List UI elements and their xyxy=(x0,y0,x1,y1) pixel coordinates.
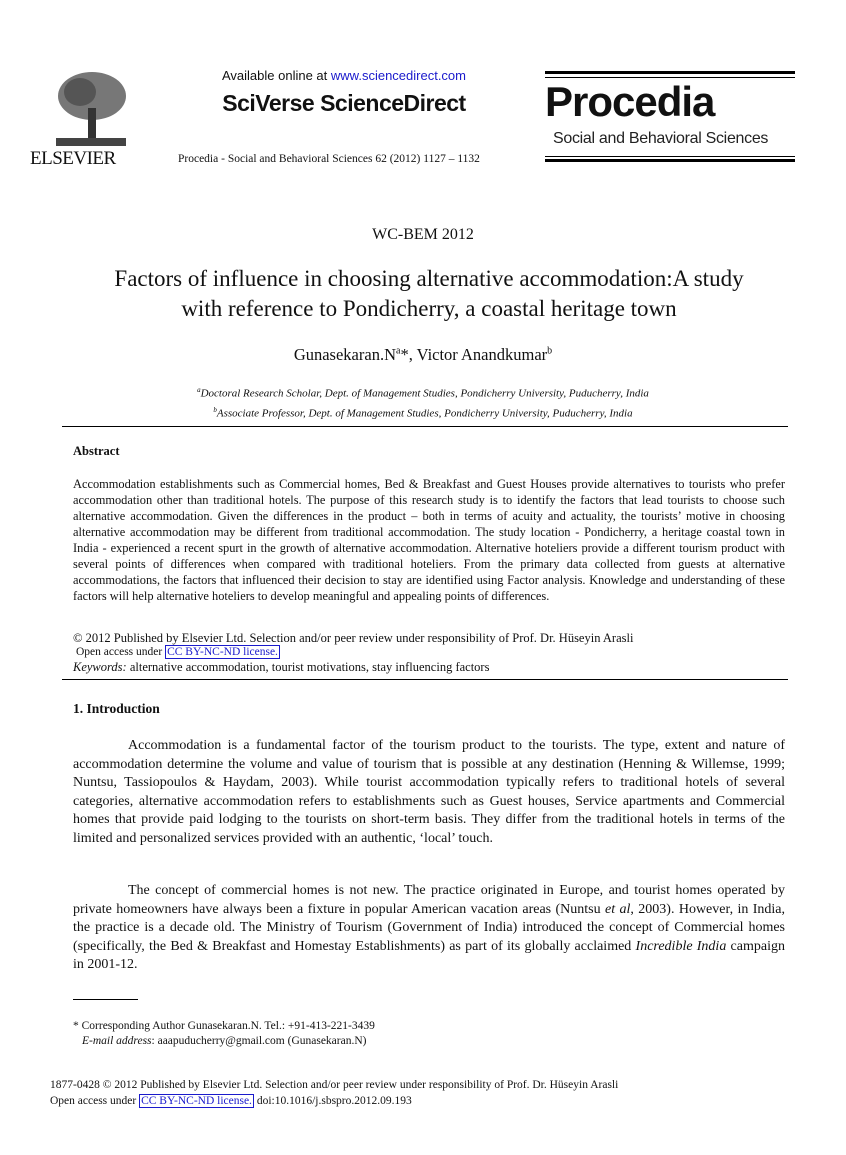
conference-name: WC-BEM 2012 xyxy=(372,226,474,243)
corresponding-mark: *, xyxy=(400,345,417,364)
abstract-heading: Abstract xyxy=(73,444,120,458)
p2-etal: et al xyxy=(605,901,631,917)
copyright-line: © 2012 Published by Elsevier Ltd. Selection and/or peer review under responsibility of Prof. Dr. Hüseyin Arasli xyxy=(73,631,634,645)
keywords-line xyxy=(73,660,489,675)
license-link[interactable]: CC BY-NC-ND license. xyxy=(167,646,278,658)
aff-text: Doctoral Research Scholar, Dept. of Management Studies, Pondicherry University, Puducherry, India xyxy=(200,387,649,400)
p2-text: campaign in 2001-12. xyxy=(73,938,785,972)
footnote-email xyxy=(73,1034,375,1049)
keywords-label: Keywords: xyxy=(73,660,127,674)
procedia-logo: Procedia xyxy=(545,78,715,125)
footer-oa-prefix: Open access under xyxy=(50,1095,140,1107)
author-1: Gunasekaran.N xyxy=(293,345,396,364)
footnote xyxy=(73,1019,375,1049)
footer-license-link[interactable]: CC BY-NC-ND license. xyxy=(141,1095,252,1107)
title-line: Factors of influence in choosing alternative accommodation:A study xyxy=(114,266,744,291)
paper-title xyxy=(0,264,846,324)
email-value: : aaapuducherry@gmail.com (Gunasekaran.N) xyxy=(151,1035,367,1047)
available-online xyxy=(170,68,518,83)
aff-text: Associate Professor, Dept. of Management Studies, Pondicherry University, Puducherry, India xyxy=(216,407,633,420)
open-access-prefix: Open access under xyxy=(76,646,166,658)
sciencedirect-link[interactable]: www.sciencedirect.com xyxy=(330,68,466,83)
affiliations xyxy=(0,382,846,421)
aff-sup: a xyxy=(197,386,201,394)
footnote-corresponding: * Corresponding Author Gunasekaran.N. Tel.: +91-413-221-3439 xyxy=(73,1020,375,1032)
intro-paragraph-2 xyxy=(73,882,785,975)
keywords: alternative accommodation, tourist motivations, stay influencing factors xyxy=(126,660,490,674)
p2-campaign: Incredible India xyxy=(635,938,727,954)
intro-paragraph-1: Accommodation is a fundamental factor of the tourism product to the tourists. The type, extent and nature of accommodation determine the volume and value of tourism that is possible at any destination (Henning & Willemse, 1999; Nuntsu, Tassiopoulos & Haydam, 2003). While tourist accommodation typically refers to traditional hotels of several categories, alternative accommodation refers to establishments such as Guest houses, Service apartments and Commercial homes that provide paid lodging to the tourists on short-term basis. They differ from the traditional hotels in terms of the limited and personalized services provided with an authentic, ‘local’ touch. xyxy=(73,738,785,846)
title-line: with reference to Pondicherry, a coastal heritage town xyxy=(181,296,677,321)
intro-heading: 1. Introduction xyxy=(73,701,160,716)
footer-open-access xyxy=(50,1093,618,1109)
journal-subtitle: Social and Behavioral Sciences xyxy=(553,130,769,147)
p2-text: , 2003). However, in India, the practice is a decade old. The Ministry of Tourism (Government of India) introduced the concept of Commercial homes (specifically, the Bed & Breakfast and Homestay Establishments) as part of its globally acclaimed xyxy=(73,901,786,954)
author-1-sup: a xyxy=(395,345,401,357)
journal-citation: Procedia - Social and Behavioral Sciences 62 (2012) 1127 – 1132 xyxy=(178,153,480,165)
open-access-line xyxy=(76,646,280,658)
aff-sup: b xyxy=(213,405,217,414)
footer-issn: 1877-0428 © 2012 Published by Elsevier Ltd. Selection and/or peer review under responsibility of Prof. Dr. Hüseyin Arasli xyxy=(50,1079,619,1091)
doi: doi:10.1016/j.sbspro.2012.09.193 xyxy=(253,1095,412,1107)
page-footer xyxy=(50,1077,618,1109)
available-prefix: Available online at xyxy=(221,68,331,83)
sciverse-logo: SciVerse ScienceDirect xyxy=(222,90,466,116)
authors xyxy=(0,345,846,365)
email-label: E-mail address xyxy=(82,1035,152,1047)
affiliation-b xyxy=(0,402,846,422)
author-2-sup: b xyxy=(547,345,553,357)
elsevier-logo-text: ELSEVIER xyxy=(30,148,116,169)
abstract-text: Accommodation establishments such as Commercial homes, Bed & Breakfast and Guest Houses provide alternatives to tourists who prefer accommodation other than traditional hotels. The purpose of this research study is to identify the factors that lead tourists to choose such alternative accommodation. Given the differences in the product – both in terms of acuity and actuality, the tourists’ motive in choosing alternative accommodation may be different from traditional accommodation. The study location - Pondicherry, a heritage coastal town in India - experienced a recent spurt in the growth of alternative accommodation. Alternative hoteliers provide a different tourism product with several points of differences when compared with traditional hoteliers. From the primary data collected from guests at alternative accommodations, the factors that influenced their decision to stay are identified using Factor analysis. Knowledge and understanding of these factors will help alternative hoteliers to develop meaningful and appealing points of differences. xyxy=(73,477,785,603)
author-2: Victor Anandkumar xyxy=(416,345,548,364)
p2-text: The concept of commercial homes is not new. The practice originated in Europe, and tourist homes operated by private homeowners have always been a fixture in popular American vacation areas (Nuntsu xyxy=(73,883,785,917)
elsevier-tree-logo xyxy=(52,68,130,148)
affiliation-a xyxy=(0,382,846,402)
